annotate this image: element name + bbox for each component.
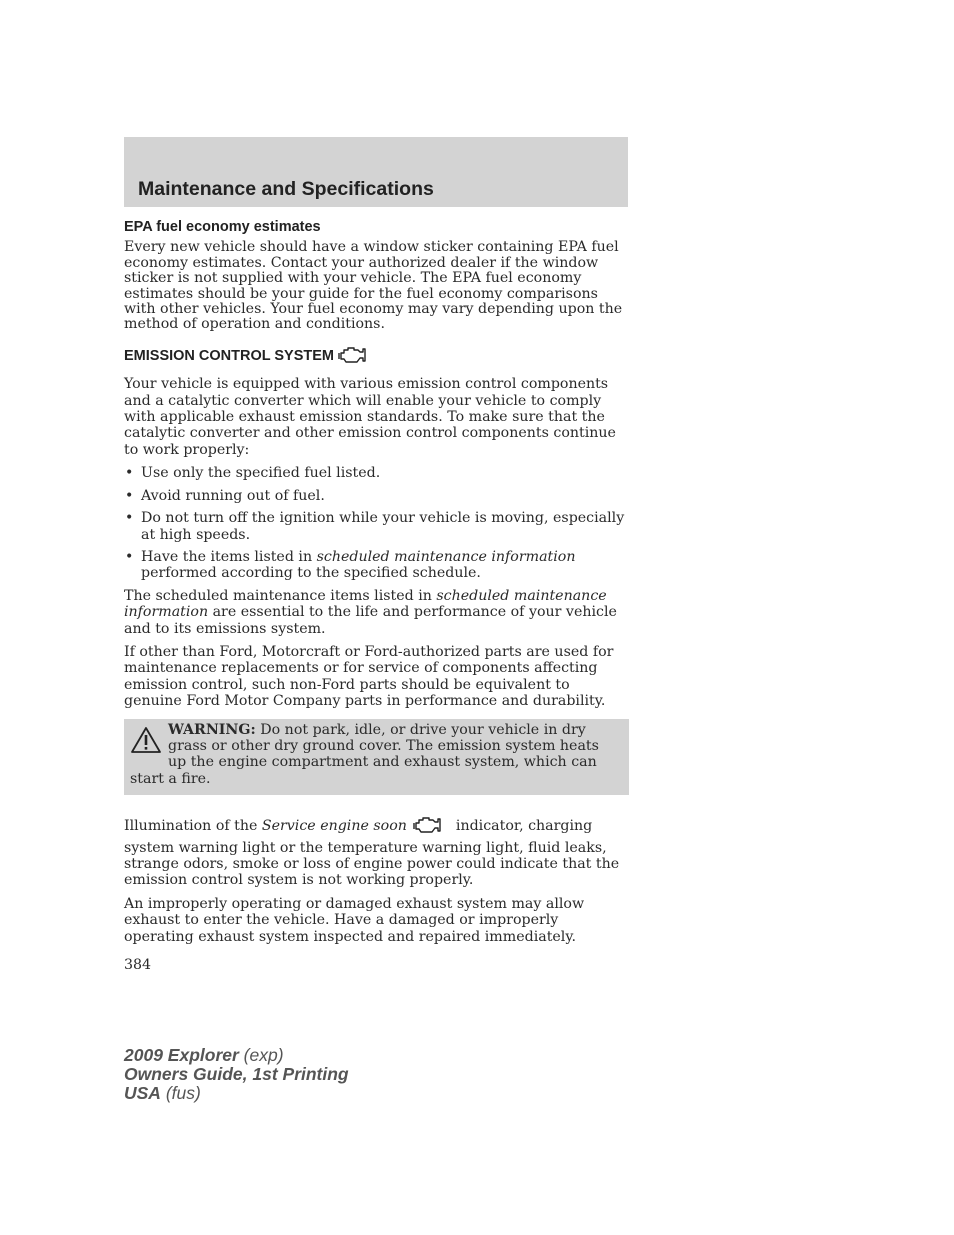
engine-icon: [413, 815, 443, 839]
scheduled-maintenance-paragraph: [124, 588, 629, 637]
list-item-text: Avoid running out of fuel.: [141, 487, 325, 504]
parts-paragraph: If other than Ford, Motorcraft or Ford-authorized parts are used for maintenance replacements or for service of components affecting emission control, such non-Ford parts should be equivalent to genuine Ford Motor Company parts in performance and durability.: [124, 643, 614, 710]
list-item-text: performed according to the specified schedule.: [141, 565, 481, 582]
footer-market: USA: [124, 1083, 161, 1103]
footer-line-2: [124, 1065, 349, 1084]
footer-line-3: [124, 1084, 349, 1103]
paragraph-text: The scheduled maintenance items listed in: [124, 587, 437, 604]
page-number: 384: [124, 957, 152, 974]
footer-line-1: [124, 1046, 349, 1065]
epa-paragraph: Every new vehicle should have a window sticker containing EPA fuel economy estimates. Contact your authorized dealer if the window sticker is not supplied with your vehicle. The EPA fuel economy estimates should be your guide for the fuel economy comparisons with other vehicles. Your fuel economy may vary depending upon the method of operation and conditions.: [124, 239, 623, 333]
emission-heading-text: EMISSION CONTROL SYSTEM: [124, 347, 335, 364]
bullet-dot: •: [125, 548, 134, 565]
emission-bullet-list: [124, 465, 629, 581]
paragraph-emphasis: scheduled maintenance information: [124, 587, 607, 621]
bullet-dot: •: [125, 465, 134, 482]
list-item: [124, 510, 629, 543]
footer-model-code: (exp): [238, 1045, 284, 1065]
section-title: Maintenance and Specifications: [138, 178, 434, 200]
list-item: [124, 465, 629, 481]
engine-icon: [338, 345, 368, 369]
list-item: [124, 549, 629, 582]
list-item-emphasis: scheduled maintenance information: [316, 548, 576, 565]
emission-heading: [124, 345, 629, 369]
illumination-paragraph: [124, 815, 629, 889]
list-item-text: Have the items listed in: [141, 548, 317, 565]
list-item-text: Do not turn off the ignition while your vehicle is moving, especially at high speeds.: [141, 510, 625, 543]
document-footer: [124, 1046, 349, 1103]
emission-intro: Your vehicle is equipped with various emission control components and a catalytic converter which will enable your vehicle to comply with applicable exhaust emission standards. To make sure that the catalytic converter and other emission control components continue to work properly:: [124, 376, 616, 458]
epa-heading: EPA fuel economy estimates: [124, 219, 321, 235]
paragraph-text: indicator, charging system warning light or the temperature warning light, fluid leaks, strange odors, smoke or loss of engine power could indicate that the emission control system is not working properly.: [124, 818, 620, 889]
bullet-dot: •: [125, 510, 134, 527]
paragraph-emphasis: Service engine soon: [261, 818, 407, 835]
exhaust-paragraph: An improperly operating or damaged exhaust system may allow exhaust to enter the vehicle. Have a damaged or improperly operating exhaust system inspected and repaired immediately.: [124, 895, 585, 945]
warning-box: [124, 719, 629, 796]
section-header-band: [124, 137, 628, 207]
footer-model: 2009 Explorer: [124, 1045, 239, 1065]
warning-label: WARNING:: [168, 721, 256, 738]
warning-triangle-icon: [130, 726, 162, 758]
warning-text: Do not park, idle, or drive your vehicle in dry grass or other dry ground cover. The emission system heats up the engine compartment and exhaust system, which can start a fire.: [130, 721, 599, 787]
footer-printing: Owners Guide, 1st Printing: [124, 1064, 349, 1084]
bullet-dot: •: [125, 487, 134, 504]
list-item-text: Use only the specified fuel listed.: [141, 465, 381, 482]
list-item: [124, 488, 629, 504]
footer-market-code: (fus): [160, 1083, 201, 1103]
page-content: [124, 220, 629, 973]
paragraph-text: Illumination of the: [124, 818, 262, 835]
paragraph-text: are essential to the life and performance of your vehicle and to its emissions system.: [124, 604, 617, 637]
